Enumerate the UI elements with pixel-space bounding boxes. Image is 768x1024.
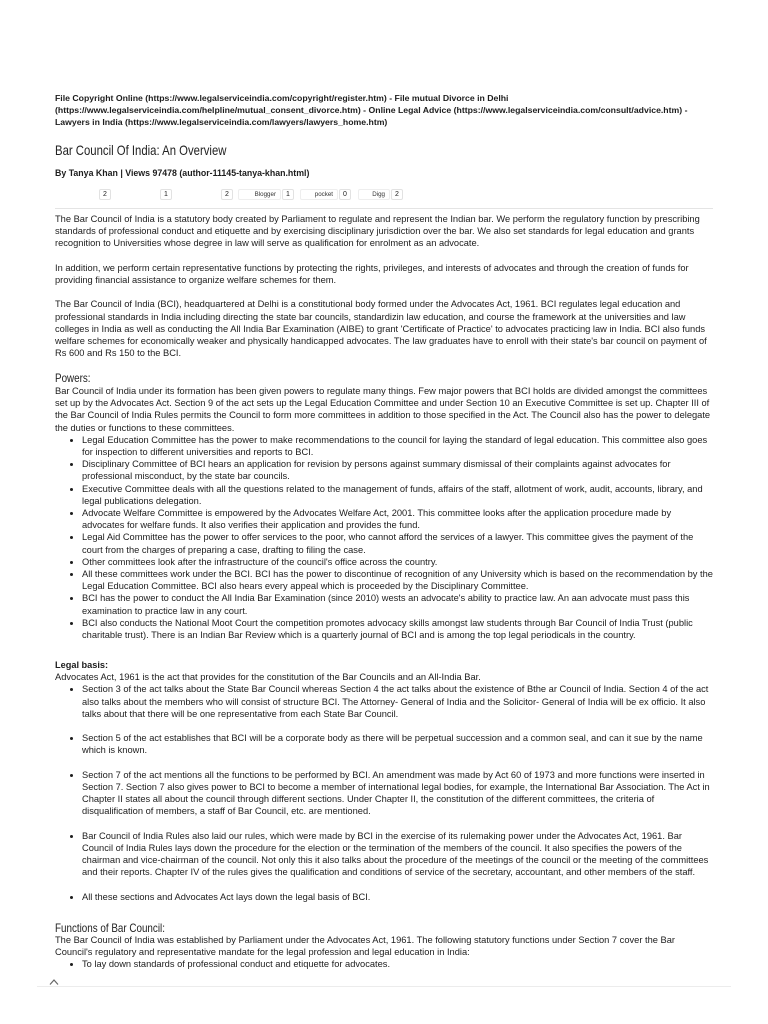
header-links xyxy=(55,92,713,128)
share-button[interactable] xyxy=(176,189,219,200)
list-item: • BCI also conducts the National Moot Court the competition promotes advocacy skills amongst law students through Bar Council of India Trust (public charitable trust). There is an Indian Bar Review which is a quarterly journal of BCI and is among the top legal periodicals in the country. xyxy=(82,617,713,641)
intro-paragraph: In addition, we perform certain representative functions by protecting the rights, privileges, and interests of advocates and through the creation of funds for providing financial assistance to organize welfare schemes for them. xyxy=(55,262,689,285)
section-heading-functions xyxy=(55,922,713,934)
share-label: Digg xyxy=(372,191,385,198)
bottom-divider xyxy=(37,986,731,987)
file-mutual-divorce-link[interactable]: File mutual Divorce in Delhi (https://www.legalserviceindia.com/helpline/mutual_consent_divorce.htm) xyxy=(55,93,509,115)
share-label: Blogger xyxy=(254,191,276,198)
share-count: 2 xyxy=(221,189,233,200)
list-item: • Legal Aid Committee has the power to offer services to the poor, who cannot afford the services of a lawyer. This committee gives the payment of the court from the charges of preparing a case, drafting to filing the case. xyxy=(82,531,713,555)
intro xyxy=(55,213,713,359)
share-button[interactable] xyxy=(115,189,158,200)
list-item: • Bar Council of India Rules also laid our rules, which were made by BCI in the exercise of its rulemaking power under the Advocates Act, 1961. Bar Council of India Rules lays down the procedure for the election or the termination of the members of the council. It also specifies the powers of the chairman and vice-chairman of the council. Not only this it also talks about the procedure of the meetings of the council or the meeting of the committees and their reports. Chapter IV of the rules gives the qualification and conditions of service of the secretary, accountant, and other members of the staff. xyxy=(82,830,713,879)
list-item: • All these sections and Advocates Act lays down the legal basis of BCI. xyxy=(82,891,713,903)
list-item: • Advocate Welfare Committee is empowered by the Advocates Welfare Act, 2001. This committee looks after the application procedure made by advocates for welfare funds. It also verifies their application and provides the fund. xyxy=(82,507,713,531)
list-item: • Section 5 of the act establishes that BCI will be a corporate body as there will be perpetual succession and a common seal, and can it sue by the name which is known. xyxy=(82,732,713,756)
share-button-blogger[interactable] xyxy=(238,189,281,200)
share-bar xyxy=(55,189,713,201)
intro-paragraph: The Bar Council of India (BCI), headquartered at Delhi is a constitutional body formed under the Advocates Act, 1961. BCI regulates legal education and professional standards in India including directing the state bar councils, standardizin law education, and course the framework at the universities and law colleges in India as well as conducting the All India Bar Examination (AIBE) to grant 'Certificate of Practice' to advocates practicing law in India. BCI also funds welfare schemes for economically weaker and physically handicapped advocates. The law graduates have to enroll with their state's bar council on payment of Rs 600 and Rs 150 to the BCI. xyxy=(55,299,707,359)
list-item: • Disciplinary Committee of BCI hears an application for revision by persons against summary dismissal of their complaints against advocates for professional misconduct, by the state bar councils. xyxy=(82,458,713,482)
list-item: • Legal Education Committee has the power to make recommendations to the council for laying the standard of legal education. This committee also goes for inspection to different universities and reports to BCI. xyxy=(82,434,713,458)
section-powers xyxy=(55,385,713,641)
section-paragraph: The Bar Council of India was established by Parliament under the Advocates Act, 1961. The following statutory functions under Section 7 cover the Bar Council's regulatory and representative mandate for the legal profession and legal education in India: xyxy=(55,934,675,958)
list-item: • Other committees look after the infrastructure of the council's office across the country. xyxy=(82,556,713,568)
powers-list xyxy=(55,434,713,641)
share-button-digg[interactable] xyxy=(358,189,390,200)
share-button[interactable] xyxy=(55,189,97,200)
online-legal-advice-link[interactable]: Online Legal Advice (https://www.legalserviceindia.com/consult/advice.htm) xyxy=(368,105,683,115)
article-page xyxy=(55,92,713,970)
section-legal-basis xyxy=(55,671,713,903)
section-heading-text: Functions of Bar Council: xyxy=(55,920,165,935)
list-item: • Executive Committee deals with all the questions related to the management of funds, affairs of the staff, allotment of work, audit, accounts, library, and legal publications delegation. xyxy=(82,483,713,507)
link-separator: - xyxy=(363,105,367,115)
share-count: 2 xyxy=(99,189,111,200)
share-button-pocket[interactable] xyxy=(300,189,338,200)
share-count: 2 xyxy=(391,189,403,200)
section-paragraph: Bar Council of India under its formation has been given powers to regulate many things. Few major powers that BCI holds are divided amongst the committees set up by the Advocates Act. Section 9 of the act sets up the Legal Education Committee and under Section 10 an Executive Committee is set up. Chapter III of the Bar Council of India Rules permits the Council to form more committees in addition to those specified in the Act. The Council also has the power to delegate the duties or functions to these committees. xyxy=(55,386,711,433)
section-heading-legal-basis: Legal basis: xyxy=(55,659,109,670)
list-item: • Section 3 of the act talks about the State Bar Council whereas Section 4 the act talks about the existence of Bthe ar Council of India. Section 4 of the act also talks about the members who will consist of structure BCI. The Attorney- General of India and the Solicitor- General of India will be ex officio. It also talks about that there will be one representative from each State Bar Council. xyxy=(82,683,713,720)
link-separator: - xyxy=(684,105,688,115)
link-separator: - xyxy=(389,93,393,103)
share-count: 0 xyxy=(339,189,351,200)
file-copyright-online-link[interactable]: File Copyright Online (https://www.legalserviceindia.com/copyright/register.htm) xyxy=(55,93,387,103)
section-heading-text: Powers: xyxy=(55,371,91,385)
share-count: 1 xyxy=(160,189,172,200)
lawyers-in-india-link[interactable]: Lawyers in India (https://www.legalserviceindia.com/lawyers/lawyers_home.htm) xyxy=(55,117,388,127)
share-label: pocket xyxy=(314,191,333,198)
functions-list xyxy=(55,958,713,970)
page-title xyxy=(55,141,713,159)
section-heading-powers xyxy=(55,372,713,385)
legal-basis-list xyxy=(55,683,713,903)
divider xyxy=(55,208,713,209)
section-paragraph: Advocates Act, 1961 is the act that provides for the constitution of the Bar Councils and an All-India Bar. xyxy=(55,672,481,683)
list-item: • BCI has the power to conduct the All India Bar Examination (since 2010) wests an advocate's ability to practice law. An aan advocate must pass this examination to practice law in any court. xyxy=(82,592,713,616)
section-functions xyxy=(55,934,713,971)
share-count: 1 xyxy=(282,189,294,200)
author-byline-link[interactable]: By Tanya Khan | Views 97478 (author-11145-tanya-khan.html) xyxy=(55,168,310,178)
page-title-text: Bar Council Of India: An Overview xyxy=(55,142,227,158)
intro-paragraph: The Bar Council of India is a statutory body created by Parliament to regulate and represent the Indian bar. We perform the regulatory function by prescribing standards of professional conduct and etiquette and by exercising disciplinary jurisdiction over the bar. We also set standards for legal education and grants recognition to Universities whose degree in law will serve as qualification for enrolment as an advocate. xyxy=(55,214,700,249)
list-item: • Section 7 of the act mentions all the functions to be performed by BCI. An amendment was made by Act 60 of 1973 and more functions were inserted in Section 7. Section 7 also gives power to BCI to become a member of international legal bodies, for example, the International Bar Association. The Act in Chapter II states all about the council through different sections. Under Chapter II, the constitution of the different committees, the criteria of disqualification of members, a staff of Bar Council, etc. are mentioned. xyxy=(82,769,713,818)
list-item: • All these committees work under the BCI. BCI has the power to discontinue of recognition of any University which is based on the recommendation by the Legal Education Committee. BCI also hears every appeal which is proceeded by the Disciplinary Committee. xyxy=(82,568,713,592)
list-item: • To lay down standards of professional conduct and etiquette for advocates. xyxy=(82,958,713,970)
back-to-top-button[interactable] xyxy=(48,974,60,984)
